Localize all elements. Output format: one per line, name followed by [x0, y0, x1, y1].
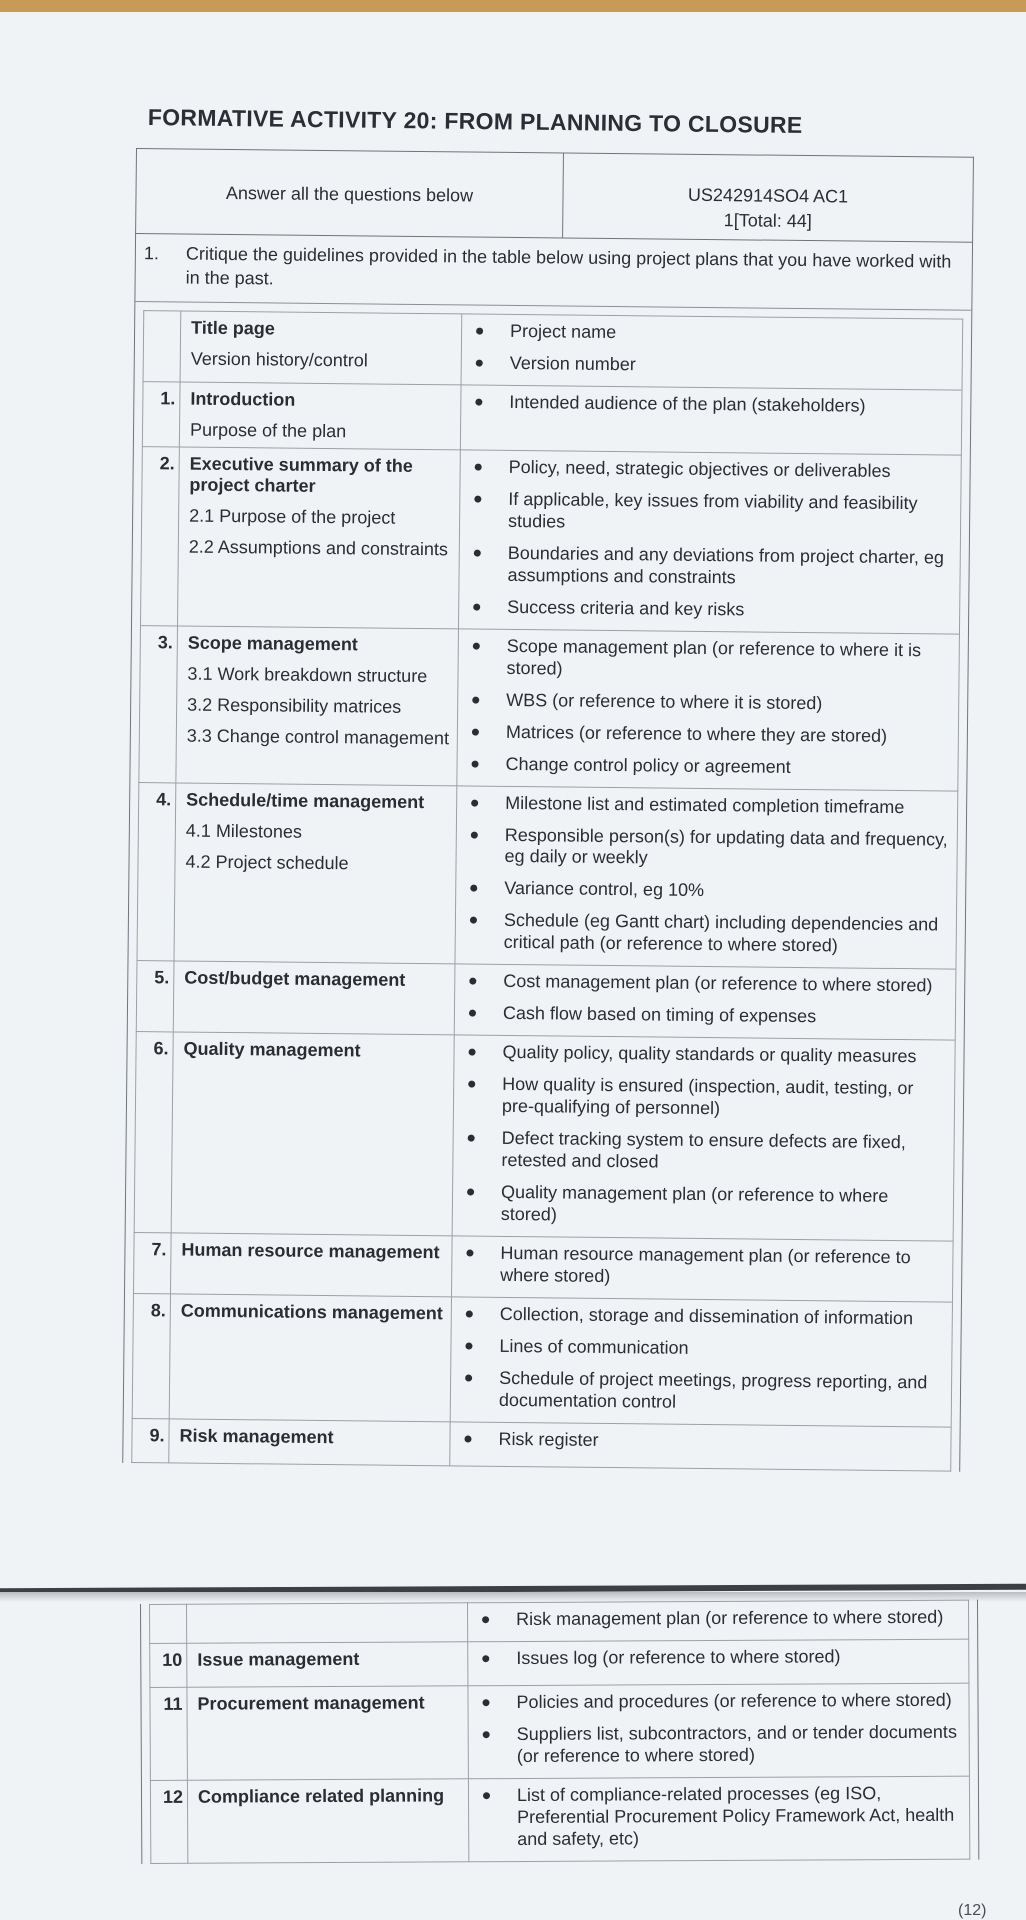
subsection-label: 3.3 Change control management — [186, 725, 450, 749]
bullet-icon — [468, 1135, 475, 1142]
guideline-text: Matrices (or reference to where they are stored) — [505, 721, 888, 746]
guidelines-table — [131, 310, 963, 1471]
list-item — [458, 1303, 946, 1330]
section-title: Cost/budget management — [184, 967, 406, 991]
list-item — [459, 1181, 947, 1230]
list-item — [461, 1003, 949, 1030]
guideline-text: WBS (or reference to where it is stored) — [506, 689, 823, 713]
section-cell — [174, 782, 457, 964]
section-title: Introduction — [190, 388, 296, 410]
activity-sheet-continued — [140, 1600, 979, 1864]
list-item — [464, 689, 952, 716]
guideline-text: Risk management plan (or reference to where stored) — [516, 1606, 944, 1630]
table-row — [143, 311, 963, 390]
table-row — [141, 447, 962, 634]
guideline-list — [462, 792, 952, 959]
guideline-text: Quality policy, quality standards or quality measures — [502, 1042, 917, 1067]
bullet-icon — [466, 1310, 473, 1317]
guideline-text: Responsible person(s) for updating data and frequency, eg daily or weekly — [504, 824, 948, 868]
list-item — [467, 392, 955, 419]
section-cell — [187, 1603, 468, 1643]
guideline-text: Policy, need, strategic objectives or deliverables — [508, 456, 891, 481]
guideline-text: Schedule (eg Gantt chart) including dependencies and critical path (or reference to where stored) — [503, 910, 939, 956]
section-title: Schedule/time management — [186, 789, 425, 812]
guideline-list — [456, 1428, 944, 1455]
list-item — [462, 910, 950, 959]
table-row — [134, 1032, 955, 1241]
bullet-icon — [469, 1010, 476, 1017]
guideline-cell — [458, 450, 961, 634]
subsection-label: 3.2 Responsibility matrices — [187, 694, 402, 717]
guideline-text: Human resource management plan (or reference to where stored) — [500, 1242, 911, 1286]
guideline-text: Boundaries and any deviations from project charter, eg assumptions and constraints — [507, 542, 945, 588]
section-cell — [177, 447, 460, 629]
list-item — [463, 753, 951, 780]
subsection-label: Purpose of the plan — [189, 419, 347, 442]
activity-sheet — [122, 148, 974, 1471]
section-title: Human resource management — [181, 1239, 440, 1263]
table-row — [150, 1600, 969, 1643]
bullet-icon — [483, 1792, 490, 1799]
table-row — [139, 625, 960, 790]
bullet-icon — [472, 760, 479, 767]
guideline-text: List of compliance-related processes (eg ISO, Preferential Procurement Policy Framework Act, health and safety, etc) — [516, 1782, 955, 1849]
section-cell — [173, 961, 455, 1035]
header-table — [135, 148, 974, 243]
guideline-list — [458, 1242, 946, 1291]
table-row — [132, 1293, 952, 1426]
instruction-cell: Answer all the questions below — [136, 149, 564, 239]
guideline-text: Project name — [509, 321, 617, 343]
bullet-icon — [467, 1188, 474, 1195]
question-row — [134, 234, 973, 311]
bullet-icon — [465, 1342, 472, 1349]
guideline-cell — [460, 385, 962, 455]
guideline-text: Cash flow based on timing of expenses — [502, 1003, 817, 1027]
table-row — [142, 382, 962, 456]
list-item — [461, 971, 949, 998]
page-total-marks: (12) — [958, 1902, 987, 1919]
guideline-text: Issues log (or reference to where stored) — [516, 1646, 841, 1668]
section-title: Procurement management — [197, 1692, 425, 1714]
section-title: Issue management — [197, 1648, 360, 1670]
bullet-icon — [465, 1374, 472, 1381]
guideline-text: Suppliers list, subcontractors, and or tender documents (or reference to where stored) — [516, 1721, 957, 1766]
guideline-cell — [451, 1236, 953, 1302]
table-row — [150, 1776, 969, 1863]
list-item — [466, 488, 954, 537]
list-item — [460, 1042, 948, 1069]
guideline-text: Policies and procedures (or reference to where stored) — [516, 1689, 952, 1712]
section-title: Scope management — [187, 632, 358, 655]
guideline-list — [465, 457, 955, 624]
section-title: Risk management — [179, 1425, 334, 1447]
section-cell — [171, 1233, 453, 1297]
section-cell — [169, 1418, 450, 1465]
list-item — [467, 457, 955, 484]
bullet-icon — [464, 1435, 471, 1442]
guideline-cell — [468, 1639, 969, 1686]
section-title: Quality management — [183, 1038, 361, 1061]
section-cell — [179, 382, 461, 450]
row-number: 9. — [132, 1418, 169, 1462]
row-number: 12 — [150, 1780, 187, 1863]
guideline-cell — [455, 785, 958, 969]
bullet-icon — [482, 1616, 489, 1623]
list-item — [465, 596, 953, 623]
table-row — [150, 1683, 969, 1780]
guideline-list — [474, 1607, 962, 1632]
section-cell — [176, 626, 459, 786]
guideline-list — [475, 1783, 963, 1851]
guideline-text: Lines of communication — [499, 1335, 689, 1358]
guideline-cell — [468, 1776, 969, 1861]
row-number: 10 — [150, 1643, 187, 1687]
bullet-icon — [473, 603, 480, 610]
row-number — [150, 1604, 187, 1643]
list-item — [459, 1127, 947, 1176]
section-cell — [169, 1294, 451, 1422]
guideline-text: If applicable, key issues from viability and feasibility studies — [508, 488, 918, 532]
section-title: Compliance related planning — [197, 1785, 445, 1807]
guidelines-wrapper-continued — [140, 1600, 979, 1864]
bullet-icon — [472, 728, 479, 735]
section-cell — [180, 311, 462, 385]
section-title: Executive summary of the project charter — [189, 453, 413, 496]
section-title — [197, 1609, 461, 1610]
code-cell — [563, 153, 974, 243]
guideline-text: Version number — [509, 353, 636, 375]
row-number: 11 — [150, 1687, 187, 1780]
bullet-icon — [468, 1081, 475, 1088]
guideline-text: Risk register — [498, 1428, 599, 1450]
guideline-text: Cost management plan (or reference to where stored) — [503, 971, 933, 996]
subsection-label: Version history/control — [190, 348, 368, 371]
section-title: Title page — [191, 317, 275, 339]
subsection-label: 2.1 Purpose of the project — [189, 505, 396, 528]
row-number: 7. — [134, 1232, 172, 1293]
bullet-icon — [475, 399, 482, 406]
unit-code: US242914SO4 AC1 — [687, 184, 849, 207]
row-number — [143, 311, 181, 382]
guideline-list — [459, 1042, 949, 1231]
table-row — [150, 1639, 969, 1687]
row-number: 1. — [142, 382, 180, 447]
guideline-text: How quality is ensured (inspection, audit, testing, or pre-qualifying of personnel) — [501, 1074, 914, 1119]
guideline-text: Variance control, eg 10% — [504, 878, 705, 901]
list-item — [464, 721, 952, 748]
list-item — [457, 1367, 945, 1416]
guideline-text: Milestone list and estimated completion timeframe — [505, 792, 905, 817]
bullet-icon — [470, 917, 477, 924]
table-row — [137, 782, 958, 969]
list-item — [458, 1242, 946, 1291]
guideline-text: Scope management plan (or reference to where it is stored) — [506, 635, 922, 679]
bullet-icon — [471, 799, 478, 806]
list-item — [462, 824, 950, 873]
list-item — [468, 353, 956, 380]
guideline-cell — [457, 629, 960, 791]
table-row — [132, 1418, 951, 1471]
bullet-icon — [482, 1655, 489, 1662]
guideline-cell — [461, 314, 963, 390]
list-item — [462, 878, 950, 905]
guideline-text: Quality management plan (or reference to where stored) — [500, 1181, 889, 1225]
subsection-label: 4.2 Project schedule — [185, 851, 349, 873]
bullet-icon — [476, 360, 483, 367]
table-row — [134, 1232, 954, 1301]
guideline-list — [468, 321, 957, 380]
list-item — [465, 542, 953, 591]
bullet-icon — [469, 1049, 476, 1056]
section-title: Communications management — [180, 1300, 443, 1324]
total-marks: 1[Total: 44] — [723, 210, 812, 232]
guideline-text: Schedule of project meetings, progress reporting, and documentation control — [498, 1367, 928, 1412]
section-cell — [187, 1779, 468, 1863]
subsection-label: 3.1 Work breakdown structure — [187, 663, 428, 686]
list-item — [475, 1783, 963, 1851]
row-number: 2. — [141, 447, 180, 626]
list-item — [463, 792, 951, 819]
list-item — [475, 1722, 963, 1768]
list-item — [474, 1690, 962, 1715]
subsection-label: 2.2 Assumptions and constraints — [188, 536, 449, 560]
list-item — [456, 1428, 944, 1455]
bullet-icon — [483, 1731, 490, 1738]
subsection-label: 4.1 Milestones — [185, 820, 303, 842]
section-cell — [171, 1032, 454, 1236]
guideline-cell — [452, 1035, 955, 1241]
bullet-icon — [469, 978, 476, 985]
list-item — [474, 1607, 962, 1632]
section-cell — [187, 1642, 468, 1687]
guideline-list — [457, 1303, 946, 1416]
bullet-icon — [474, 496, 481, 503]
guideline-cell — [468, 1683, 969, 1778]
bullet-icon — [466, 1249, 473, 1256]
guideline-list — [474, 1690, 962, 1768]
bullet-icon — [473, 642, 480, 649]
bullet-icon — [470, 885, 477, 892]
row-number: 4. — [137, 782, 176, 961]
guideline-text: Collection, storage and dissemination of information — [499, 1303, 914, 1328]
bullet-icon — [476, 328, 483, 335]
list-item — [464, 635, 952, 684]
guidelines-table-continued — [149, 1600, 970, 1864]
guideline-list — [467, 392, 955, 419]
row-number: 5. — [136, 961, 174, 1032]
row-number: 6. — [134, 1032, 173, 1233]
bullet-icon — [474, 549, 481, 556]
guideline-list — [463, 635, 952, 780]
table-row — [136, 961, 956, 1040]
list-item — [460, 1074, 948, 1123]
guideline-cell — [467, 1600, 968, 1642]
guideline-text: Success criteria and key risks — [507, 596, 745, 620]
row-number: 3. — [139, 625, 178, 782]
guideline-text: Defect tracking system to ensure defects are fixed, retested and closed — [501, 1127, 906, 1172]
guideline-cell — [450, 1297, 952, 1427]
guideline-text: Intended audience of the plan (stakeholders) — [509, 391, 866, 416]
row-number: 8. — [132, 1293, 170, 1418]
bullet-icon — [471, 831, 478, 838]
list-item — [474, 1646, 962, 1671]
guideline-text: Change control policy or agreement — [505, 753, 791, 777]
section-cell — [187, 1686, 468, 1780]
list-item — [457, 1335, 945, 1362]
guideline-cell — [454, 964, 956, 1040]
guideline-list — [474, 1646, 962, 1671]
bullet-icon — [483, 1699, 490, 1706]
list-item — [468, 321, 956, 348]
question-text: Critique the guidelines provided in the table below using project plans that you have worked with in the past. — [185, 243, 952, 289]
bullet-icon — [475, 464, 482, 471]
guidelines-wrapper — [122, 302, 972, 1471]
guideline-cell — [450, 1421, 951, 1470]
page-title: FORMATIVE ACTIVITY 20: FROM PLANNING TO CLOSURE — [147, 104, 803, 138]
bullet-icon — [472, 696, 479, 703]
guideline-list — [461, 971, 950, 1030]
question-number: 1. — [143, 243, 160, 264]
